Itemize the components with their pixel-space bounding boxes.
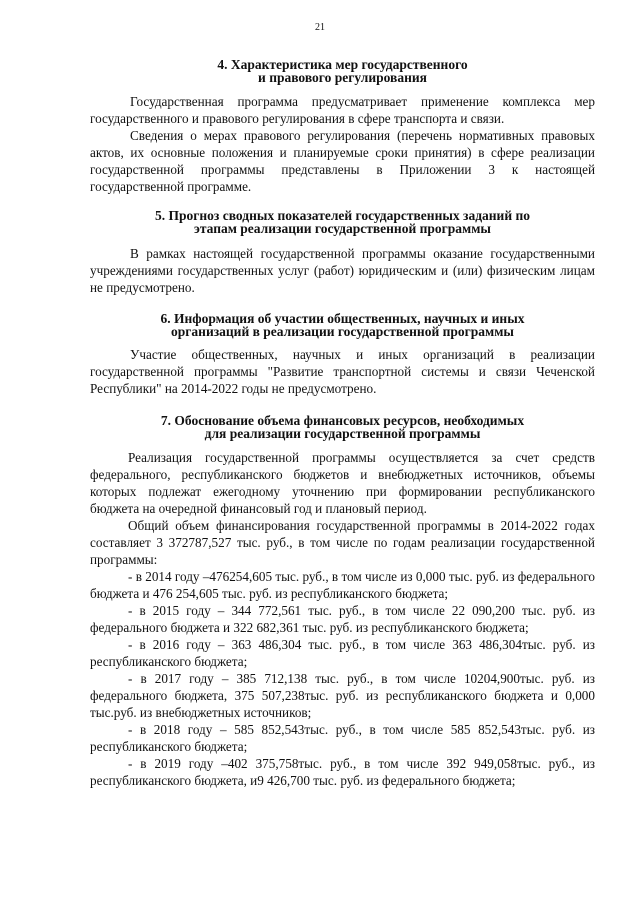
budget-year-item: - в 2017 году – 385 712,138 тыс. руб., в том числе 10204,900тыс. руб. из федерального бюджета, 375 507,238тыс. руб. из республиканского бюджета и 0,000 тыс.руб. из внебюджетных источников; (90, 671, 595, 720)
section-7-paragraph: Реализация государственной программы осуществляется за счет средств федерального, республиканского бюджетов и внебюджетных источников, объемы которых подлежат ежегодному уточнению при формировании республиканского бюджета на очередной финансовый год и плановый период. (90, 450, 595, 516)
section-4-heading-line-2: и правового регулирования (258, 70, 427, 85)
section-5-heading-line-1: 5. Прогноз сводных показателей государственных заданий по (154, 208, 531, 223)
section-6-heading-line-2: организаций в реализации государственной программы (171, 324, 514, 339)
section-5-paragraph: В рамках настоящей государственной программы оказание государственными учреждениями государственных услуг (работ) юридическим и (или) физическим лицам не предусмотрено. (90, 246, 595, 295)
page-number: 21 (315, 22, 325, 33)
section-4-heading-line-1: 4. Характеристика мер государственного (217, 57, 468, 72)
section-7-paragraph: Общий объем финансирования государственной программы в 2014-2022 годах составляет 3 372787,527 тыс. руб., в том числе по годам реализации государственной программы: (90, 518, 595, 567)
section-5-heading (90, 209, 595, 235)
section-7-heading-line-1: 7. Обоснование объема финансовых ресурсов, необходимых (160, 413, 525, 428)
budget-year-item: - в 2014 году –476254,605 тыс. руб., в том числе из 0,000 тыс. руб. из федерального бюджета и 476 254,605 тыс. руб. из республиканского бюджета; (90, 569, 595, 601)
section-4-paragraph: Сведения о мерах правового регулирования (перечень нормативных правовых актов, их основные положения и планируемые сроки принятия) в сфере реализации государственной программы представлены в Приложении 3 к настоящей государственной программе. (90, 128, 595, 194)
budget-section-body (90, 449, 595, 789)
section-4-paragraph: Государственная программа предусматривает применение комплекса мер государственного и правового регулирования в сфере транспорта и связи. (90, 94, 595, 126)
budget-year-item: - в 2016 году – 363 486,304 тыс. руб., в том числе 363 486,304тыс. руб. из республиканского бюджета; (90, 637, 595, 669)
budget-year-item: - в 2015 году – 344 772,561 тыс. руб., в том числе 22 090,200 тыс. руб. из федерального бюджета и 322 682,361 тыс. руб. из республиканского бюджета; (90, 603, 595, 635)
page-content (90, 58, 595, 789)
budget-year-item: - в 2018 году – 585 852,543тыс. руб., в том числе 585 852,543тыс. руб. из республиканского бюджета; (90, 722, 595, 754)
section-7-heading-line-2: для реализации государственной программы (204, 426, 481, 441)
section-5-heading-line-2: этапам реализации государственной программы (194, 221, 491, 236)
budget-year-item: - в 2019 году –402 375,758тыс. руб., в том числе 392 949,058тыс. руб., из республиканского бюджета, и9 426,700 тыс. руб. из федерального бюджета; (90, 756, 595, 788)
section-6-heading (90, 312, 595, 338)
section-7-heading (90, 414, 595, 440)
section-6-paragraph: Участие общественных, научных и иных организаций в реализации государственной программы "Развитие транспортной системы и связи Чеченской Республики" на 2014-2022 годы не предусмотрено. (90, 347, 595, 396)
section-4-heading (90, 58, 595, 84)
section-6-heading-line-1: 6. Информация об участии общественных, научных и иных (160, 311, 525, 326)
